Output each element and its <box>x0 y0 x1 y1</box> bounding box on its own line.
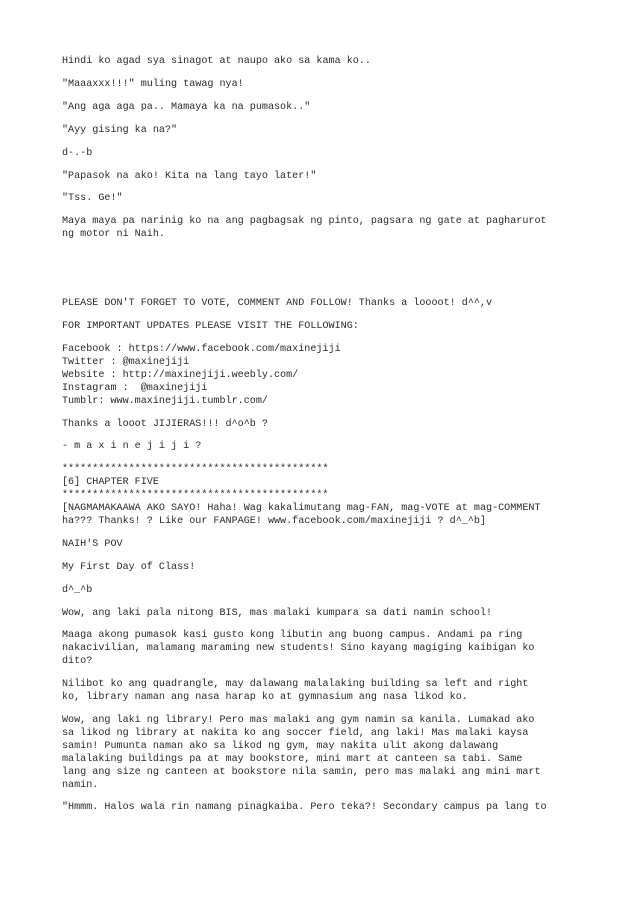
thanks-line: Thanks a looot JIJIERAS!!! d^o^b ? <box>62 418 268 430</box>
chapter-header: ******************************************** [6] CHAPTER FIVE ******************************************** [NAGMAMAKAAWA AKO SAYO! Haha! Wag kakalimutang mag-FAN, mag-VOTE at mag-COMMENT ha??? Thanks! ? Like our FANPAGE! www.facebook.com/maxinejiji ? d^_^b] <box>62 464 541 527</box>
paragraph: "Hmmm. Halos wala rin namang pinagkaiba. Pero teka?! Secondary campus pa lang to <box>62 802 547 814</box>
dialogue-line: "Ayy gising ka na?" <box>62 124 178 136</box>
paragraph: Wow, ang laki ng library! Pero mas malaki ang gym namin sa kanila. Lumakad ako sa likod ng library at nakita ko ang soccer field, ang laki! Mas malaki kaysa samin! Pumunta naman ako sa likod ng gym, may nakita ulit akong dalawang malalaking buildings pa at may bookstore, mini mart at canteen sa tabi. Same lang ang size ng canteen at bookstore nila samin, pero mas malaki ang mini mart namin. <box>62 715 541 791</box>
paragraph: Nilibot ko ang quadrangle, may dalawang malalaking building sa left and right ko, library naman ang nasa harap ko at gymnasium ang nasa likod ko. <box>62 679 529 704</box>
paragraph: Hindi ko agad sya sinagot at naupo ako sa kama ko.. <box>62 56 371 67</box>
paragraph: Maya maya pa narinig ko na ang pagbagsak ng pinto, pagsara ng gate at pagharurot ng motor ni Naih. <box>62 216 547 241</box>
social-links: Facebook : https://www.facebook.com/maxinejiji Twitter : @maxinejiji Website : http://maxinejiji.weebly.com/ Instagram : @maxinejiji Tumblr: www.maxinejiji.tumblr.com/ <box>62 343 341 407</box>
dialogue-line: "Tss. Ge!" <box>62 193 123 205</box>
author-note: PLEASE DON'T FORGET TO VOTE, COMMENT AND FOLLOW! Thanks a loooot! d^^,v <box>62 298 493 310</box>
emoticon-line: d^_^b <box>62 584 93 596</box>
author-signature: - m a x i n e j i j i ? <box>62 441 202 453</box>
dialogue-line: "Ang aga aga pa.. Mamaya ka na pumasok.." <box>62 101 311 113</box>
paragraph: Maaga akong pumasok kasi gusto kong libutin ang buong campus. Andami pa ring nakacivilian, malamang maraming new students! Sino kayang magiging kaibigan ko dito? <box>62 630 535 668</box>
emoticon-line: d-.-b <box>62 147 93 159</box>
paragraph: Wow, ang laki pala nitong BIS, mas malaki kumpara sa dati namin school! <box>62 607 493 619</box>
pov-label: NAIH'S POV <box>62 538 123 550</box>
section-title: My First Day of Class! <box>62 561 196 573</box>
document-body <box>62 56 592 815</box>
dialogue-line: "Papasok na ako! Kita na lang tayo later!" <box>62 170 317 182</box>
blank-space <box>62 252 592 298</box>
dialogue-line: "Maaaxxx!!!" muling tawag nya! <box>62 78 244 90</box>
updates-heading: FOR IMPORTANT UPDATES PLEASE VISIT THE FOLLOWING: <box>62 321 359 333</box>
